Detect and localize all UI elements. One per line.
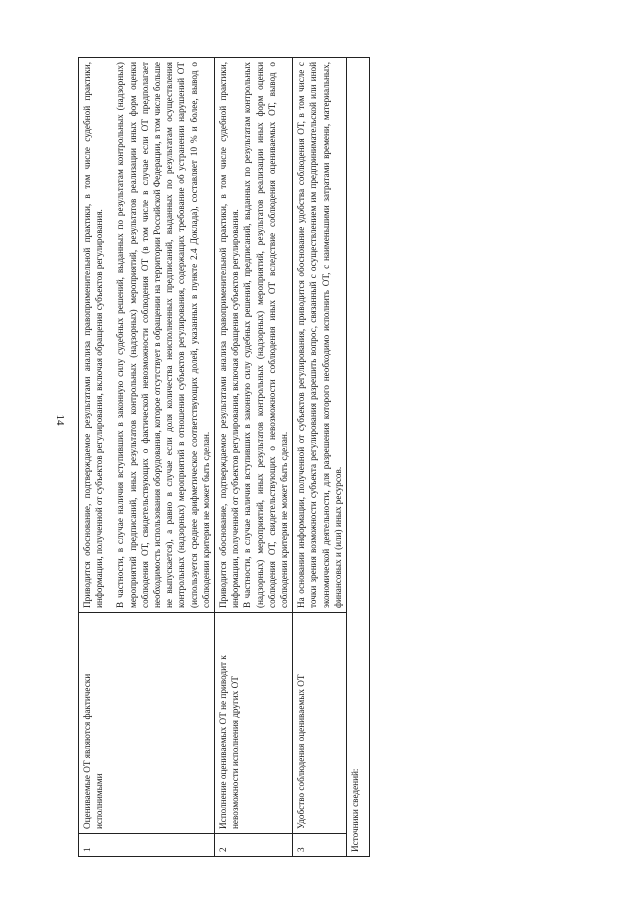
description-paragraph: Приводится обоснование, подтверждаемое результатами анализа правоприменительной практики, в том числе судебной практики, информации, полученной от субъектов регулирования, включая обращения субъектов регулирования.	[218, 62, 241, 608]
criterion-cell: Удобство соблюдения оцениваемых ОТ	[293, 613, 347, 834]
row-number: 1	[79, 834, 215, 857]
row-number: 3	[293, 834, 347, 857]
description-cell	[293, 58, 347, 613]
table-row	[79, 58, 215, 857]
description-cell	[79, 58, 215, 613]
description-cell	[215, 58, 293, 613]
description-paragraph: В частности, в случае наличия вступивших в законную силу судебных решений, предписаний, выданных по результатам контрольных (надзорных) мероприятий, иных результатов контрольных (надзорных) мероприятий, результатов реализации иных форм оценки соблюдения ОТ, свидетельствующих о невозможности соблюдения иных ОТ вследствие соблюдения оцениваемых ОТ, вывод о соблюдении критерия не может быть сделан.	[242, 62, 290, 608]
table-row	[293, 58, 347, 857]
table-row	[215, 58, 293, 857]
description-paragraph: В частности, в случае наличия вступивших в законную силу судебных решений, выданных по результатам контрольных (надзорных) мероприятий предписаний, иных результатов контрольных (надзорных) мероприятий, результатов реализации иных форм оценки соблюдения ОТ, свидетельствующих о фактической невозможности соблюдения ОТ (в том числе в случае если ОТ предполагает необходимость использования оборудования, которое отсутствует в обращении на территории Российской Федерации, в том числе больше не выпускается), а равно в случае если доля количества неисполненных предписаний, выданных по результатам осуществления контрольных (надзорных) мероприятий в отношении субъектов регулирования, содержащих требование об устранении нарушений ОТ (используется среднее арифметическое соответствующих долей, указанных в пункте 2.4 Доклада), составляет 10 % и более, вывод о соблюдении критерия не может быть сделан.	[115, 62, 211, 608]
criteria-table	[78, 57, 370, 857]
rotated-page-content	[78, 57, 561, 857]
criterion-cell: Исполнение оцениваемых ОТ не приводит к невозможности исполнения других ОТ	[215, 613, 293, 834]
description-paragraph: На основании информации, полученной от субъектов регулирования, приводится обоснование удобства соблюдения ОТ, в том числе с точки зрения возможности субъекта регулирования разрешить вопрос, связанный с осуществлением им предпринимательской или иной экономической деятельности, для разрешения которого необходимо исполнить ОТ, с наименьшими затратами времени, материальных, финансовых и (или) иных ресурсов.	[296, 62, 343, 608]
description-paragraph: Приводится обоснование, подтверждаемое результатами анализа правоприменительной практики, в том числе судебной практики, информации, полученной от субъектов регулирования, включая обращения субъектов регулирования.	[82, 62, 105, 608]
sources-row	[347, 58, 370, 857]
page-number: 14	[54, 414, 66, 426]
criterion-cell: Оцениваемые ОТ являются фактически исполнимыми	[79, 613, 215, 834]
row-number: 2	[215, 834, 293, 857]
sources-label: Источники сведений:	[347, 58, 370, 857]
